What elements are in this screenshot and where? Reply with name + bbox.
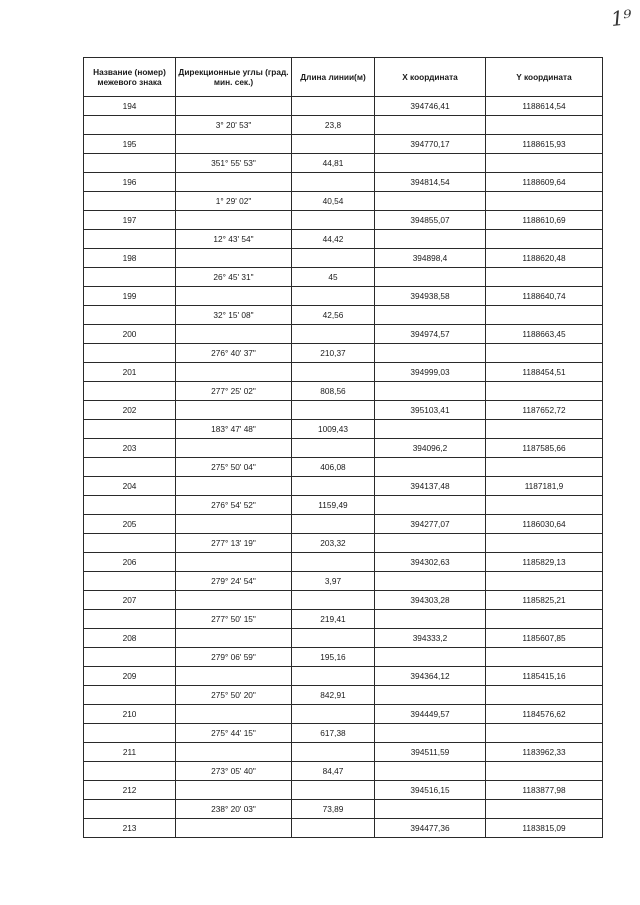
table-row-point [84, 515, 603, 534]
header-point-name: Название (номер) межевого знака [84, 58, 176, 97]
empty-length-cell [292, 667, 375, 686]
table-row-segment [84, 762, 603, 781]
empty-length-cell [292, 477, 375, 496]
table-row-segment [84, 116, 603, 135]
point-name-cell: 197 [84, 211, 176, 230]
direction-angle-cell: 279° 24' 54" [176, 572, 292, 591]
x-coordinate-cell: 394516,15 [375, 781, 486, 800]
point-name-cell: 211 [84, 743, 176, 762]
line-length-cell: 808,56 [292, 382, 375, 401]
empty-y-cell [486, 268, 603, 287]
point-name-cell: 207 [84, 591, 176, 610]
direction-angle-cell: 273° 05' 40" [176, 762, 292, 781]
table-row-point [84, 591, 603, 610]
empty-y-cell [486, 230, 603, 249]
table-row-point [84, 173, 603, 192]
line-length-cell: 84,47 [292, 762, 375, 781]
direction-angle-cell: 32° 15' 08" [176, 306, 292, 325]
x-coordinate-cell: 394449,57 [375, 705, 486, 724]
empty-angle-cell [176, 173, 292, 192]
x-coordinate-cell: 394302,63 [375, 553, 486, 572]
x-coordinate-cell: 394898,4 [375, 249, 486, 268]
empty-name-cell [84, 344, 176, 363]
table-row-point [84, 553, 603, 572]
x-coordinate-cell: 394855,07 [375, 211, 486, 230]
direction-angle-cell: 238° 20' 03" [176, 800, 292, 819]
empty-length-cell [292, 439, 375, 458]
y-coordinate-cell: 1187652,72 [486, 401, 603, 420]
x-coordinate-cell: 394137,48 [375, 477, 486, 496]
empty-y-cell [486, 154, 603, 173]
empty-name-cell [84, 686, 176, 705]
table-row-point [84, 249, 603, 268]
empty-name-cell [84, 762, 176, 781]
empty-x-cell [375, 420, 486, 439]
line-length-cell: 210,37 [292, 344, 375, 363]
empty-y-cell [486, 610, 603, 629]
header-line-length: Длина линии(м) [292, 58, 375, 97]
y-coordinate-cell: 1186030,64 [486, 515, 603, 534]
empty-length-cell [292, 553, 375, 572]
empty-length-cell [292, 97, 375, 116]
empty-angle-cell [176, 401, 292, 420]
empty-x-cell [375, 724, 486, 743]
y-coordinate-cell: 1188620,48 [486, 249, 603, 268]
empty-name-cell [84, 458, 176, 477]
direction-angle-cell: 12° 43' 54" [176, 230, 292, 249]
table-body [84, 97, 603, 838]
line-length-cell: 406,08 [292, 458, 375, 477]
table-row-point [84, 287, 603, 306]
empty-angle-cell [176, 211, 292, 230]
table-row-point [84, 325, 603, 344]
table-row-point [84, 97, 603, 116]
point-name-cell: 213 [84, 819, 176, 838]
table-row-segment [84, 268, 603, 287]
table-row-point [84, 667, 603, 686]
empty-y-cell [486, 534, 603, 553]
empty-name-cell [84, 420, 176, 439]
empty-y-cell [486, 686, 603, 705]
table-row-point [84, 401, 603, 420]
empty-y-cell [486, 458, 603, 477]
empty-name-cell [84, 648, 176, 667]
empty-x-cell [375, 344, 486, 363]
x-coordinate-cell: 394333,2 [375, 629, 486, 648]
empty-name-cell [84, 382, 176, 401]
table-row-point [84, 629, 603, 648]
direction-angle-cell: 275° 50' 20" [176, 686, 292, 705]
x-coordinate-cell: 394096,2 [375, 439, 486, 458]
point-name-cell: 202 [84, 401, 176, 420]
y-coordinate-cell: 1185825,21 [486, 591, 603, 610]
point-name-cell: 203 [84, 439, 176, 458]
y-coordinate-cell: 1188615,93 [486, 135, 603, 154]
point-name-cell: 204 [84, 477, 176, 496]
empty-y-cell [486, 724, 603, 743]
empty-angle-cell [176, 705, 292, 724]
table-row-point [84, 743, 603, 762]
point-name-cell: 205 [84, 515, 176, 534]
table-row-segment [84, 534, 603, 553]
empty-angle-cell [176, 439, 292, 458]
empty-y-cell [486, 572, 603, 591]
empty-angle-cell [176, 135, 292, 154]
table-row-segment [84, 382, 603, 401]
empty-angle-cell [176, 667, 292, 686]
x-coordinate-cell: 394814,54 [375, 173, 486, 192]
empty-x-cell [375, 230, 486, 249]
empty-y-cell [486, 420, 603, 439]
line-length-cell: 219,41 [292, 610, 375, 629]
empty-angle-cell [176, 97, 292, 116]
empty-x-cell [375, 116, 486, 135]
empty-angle-cell [176, 477, 292, 496]
line-length-cell: 23,8 [292, 116, 375, 135]
line-length-cell: 3,97 [292, 572, 375, 591]
line-length-cell: 1009,43 [292, 420, 375, 439]
table-row-segment [84, 420, 603, 439]
empty-length-cell [292, 401, 375, 420]
table-row-segment [84, 610, 603, 629]
empty-angle-cell [176, 553, 292, 572]
empty-x-cell [375, 762, 486, 781]
empty-name-cell [84, 610, 176, 629]
x-coordinate-cell: 394974,57 [375, 325, 486, 344]
line-length-cell: 42,56 [292, 306, 375, 325]
empty-angle-cell [176, 325, 292, 344]
empty-y-cell [486, 800, 603, 819]
x-coordinate-cell: 394364,12 [375, 667, 486, 686]
empty-length-cell [292, 515, 375, 534]
x-coordinate-cell: 394511,59 [375, 743, 486, 762]
direction-angle-cell: 275° 50' 04" [176, 458, 292, 477]
table-row-point [84, 211, 603, 230]
point-name-cell: 195 [84, 135, 176, 154]
empty-length-cell [292, 249, 375, 268]
x-coordinate-cell: 395103,41 [375, 401, 486, 420]
empty-angle-cell [176, 287, 292, 306]
table-row-segment [84, 192, 603, 211]
empty-angle-cell [176, 249, 292, 268]
empty-x-cell [375, 382, 486, 401]
empty-x-cell [375, 154, 486, 173]
boundary-points-table [83, 57, 603, 838]
direction-angle-cell: 183° 47' 48" [176, 420, 292, 439]
empty-name-cell [84, 572, 176, 591]
empty-x-cell [375, 686, 486, 705]
empty-length-cell [292, 173, 375, 192]
direction-angle-cell: 276° 54' 52" [176, 496, 292, 515]
empty-angle-cell [176, 743, 292, 762]
direction-angle-cell: 277° 25' 02" [176, 382, 292, 401]
line-length-cell: 195,16 [292, 648, 375, 667]
empty-length-cell [292, 135, 375, 154]
empty-angle-cell [176, 781, 292, 800]
table-row-point [84, 819, 603, 838]
table-row-segment [84, 686, 603, 705]
empty-length-cell [292, 211, 375, 230]
y-coordinate-cell: 1185607,85 [486, 629, 603, 648]
empty-x-cell [375, 534, 486, 553]
table-header-row [84, 58, 603, 97]
empty-length-cell [292, 781, 375, 800]
table-row-segment [84, 572, 603, 591]
empty-y-cell [486, 192, 603, 211]
table-row-segment [84, 724, 603, 743]
empty-length-cell [292, 743, 375, 762]
line-length-cell: 203,32 [292, 534, 375, 553]
y-coordinate-cell: 1188640,74 [486, 287, 603, 306]
y-coordinate-cell: 1183815,09 [486, 819, 603, 838]
direction-angle-cell: 3° 20' 53" [176, 116, 292, 135]
direction-angle-cell: 26° 45' 31" [176, 268, 292, 287]
line-length-cell: 617,38 [292, 724, 375, 743]
direction-angle-cell: 277° 13' 19" [176, 534, 292, 553]
line-length-cell: 44,81 [292, 154, 375, 173]
empty-y-cell [486, 306, 603, 325]
table-row-point [84, 363, 603, 382]
table-row-segment [84, 154, 603, 173]
empty-x-cell [375, 496, 486, 515]
empty-length-cell [292, 325, 375, 344]
table-row-point [84, 135, 603, 154]
y-coordinate-cell: 1188609,64 [486, 173, 603, 192]
empty-name-cell [84, 230, 176, 249]
x-coordinate-cell: 394303,28 [375, 591, 486, 610]
header-y-coordinate: Y координата [486, 58, 603, 97]
line-length-cell: 45 [292, 268, 375, 287]
direction-angle-cell: 275° 44' 15" [176, 724, 292, 743]
empty-name-cell [84, 534, 176, 553]
empty-angle-cell [176, 591, 292, 610]
point-name-cell: 209 [84, 667, 176, 686]
table-row-segment [84, 306, 603, 325]
direction-angle-cell: 351° 55' 53" [176, 154, 292, 173]
empty-angle-cell [176, 515, 292, 534]
table-row-point [84, 439, 603, 458]
direction-angle-cell: 277° 50' 15" [176, 610, 292, 629]
page-number-mark: 1⁹ [610, 4, 634, 32]
empty-y-cell [486, 496, 603, 515]
empty-name-cell [84, 800, 176, 819]
x-coordinate-cell: 394746,41 [375, 97, 486, 116]
empty-name-cell [84, 496, 176, 515]
empty-name-cell [84, 724, 176, 743]
direction-angle-cell: 279° 06' 59" [176, 648, 292, 667]
empty-x-cell [375, 800, 486, 819]
y-coordinate-cell: 1188663,45 [486, 325, 603, 344]
table-row-point [84, 781, 603, 800]
line-length-cell: 73,89 [292, 800, 375, 819]
y-coordinate-cell: 1188610,69 [486, 211, 603, 230]
table-row-point [84, 705, 603, 724]
empty-name-cell [84, 116, 176, 135]
table-row-segment [84, 230, 603, 249]
table-row-point [84, 477, 603, 496]
empty-length-cell [292, 363, 375, 382]
empty-length-cell [292, 629, 375, 648]
x-coordinate-cell: 394770,17 [375, 135, 486, 154]
empty-x-cell [375, 192, 486, 211]
y-coordinate-cell: 1188614,54 [486, 97, 603, 116]
point-name-cell: 208 [84, 629, 176, 648]
point-name-cell: 200 [84, 325, 176, 344]
y-coordinate-cell: 1185829,13 [486, 553, 603, 572]
point-name-cell: 212 [84, 781, 176, 800]
point-name-cell: 198 [84, 249, 176, 268]
line-length-cell: 842,91 [292, 686, 375, 705]
direction-angle-cell: 276° 40' 37" [176, 344, 292, 363]
empty-x-cell [375, 648, 486, 667]
x-coordinate-cell: 394999,03 [375, 363, 486, 382]
y-coordinate-cell: 1187181,9 [486, 477, 603, 496]
header-direction-angle: Дирекционные углы (град. мин. сек.) [176, 58, 292, 97]
empty-x-cell [375, 458, 486, 477]
table-row-segment [84, 648, 603, 667]
empty-x-cell [375, 572, 486, 591]
y-coordinate-cell: 1188454,51 [486, 363, 603, 382]
x-coordinate-cell: 394938,58 [375, 287, 486, 306]
empty-length-cell [292, 705, 375, 724]
point-name-cell: 206 [84, 553, 176, 572]
empty-x-cell [375, 268, 486, 287]
line-length-cell: 44,42 [292, 230, 375, 249]
y-coordinate-cell: 1183877,98 [486, 781, 603, 800]
point-name-cell: 194 [84, 97, 176, 116]
y-coordinate-cell: 1183962,33 [486, 743, 603, 762]
x-coordinate-cell: 394277,07 [375, 515, 486, 534]
empty-name-cell [84, 306, 176, 325]
empty-angle-cell [176, 363, 292, 382]
point-name-cell: 196 [84, 173, 176, 192]
empty-length-cell [292, 819, 375, 838]
header-x-coordinate: X координата [375, 58, 486, 97]
empty-y-cell [486, 382, 603, 401]
table-row-segment [84, 496, 603, 515]
table-row-segment [84, 800, 603, 819]
empty-y-cell [486, 762, 603, 781]
point-name-cell: 199 [84, 287, 176, 306]
x-coordinate-cell: 394477,36 [375, 819, 486, 838]
empty-length-cell [292, 591, 375, 610]
direction-angle-cell: 1° 29' 02" [176, 192, 292, 211]
empty-length-cell [292, 287, 375, 306]
empty-name-cell [84, 192, 176, 211]
line-length-cell: 40,54 [292, 192, 375, 211]
point-name-cell: 210 [84, 705, 176, 724]
y-coordinate-cell: 1187585,66 [486, 439, 603, 458]
table-row-segment [84, 344, 603, 363]
empty-y-cell [486, 648, 603, 667]
point-name-cell: 201 [84, 363, 176, 382]
y-coordinate-cell: 1185415,16 [486, 667, 603, 686]
line-length-cell: 1159,49 [292, 496, 375, 515]
empty-angle-cell [176, 819, 292, 838]
empty-y-cell [486, 344, 603, 363]
y-coordinate-cell: 1184576,62 [486, 705, 603, 724]
empty-angle-cell [176, 629, 292, 648]
table-row-segment [84, 458, 603, 477]
empty-x-cell [375, 610, 486, 629]
empty-y-cell [486, 116, 603, 135]
empty-x-cell [375, 306, 486, 325]
empty-name-cell [84, 268, 176, 287]
empty-name-cell [84, 154, 176, 173]
